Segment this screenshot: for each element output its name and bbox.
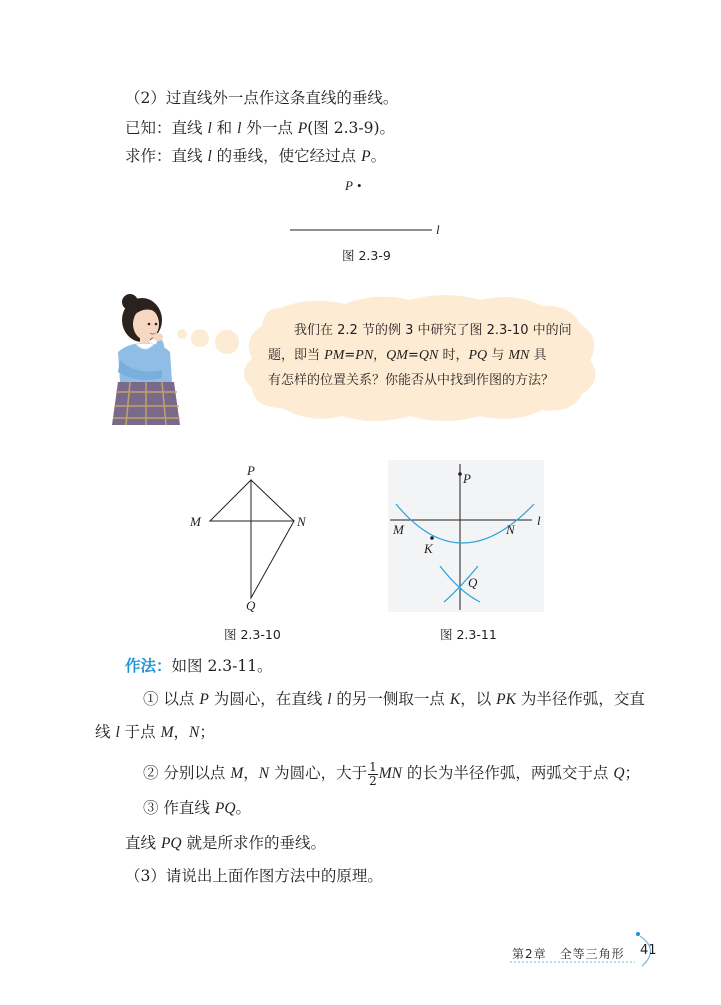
method-intro: 作法：如图 2.3-11。 [125,657,273,675]
method-step1a: ① 以点 P 为圆心，在直线 l 的另一侧取一点 K，以 PK 为半径作弧，交直 [143,690,645,708]
method-step1b: 线 l 于点 M，N； [95,723,215,741]
fig239-label-P: P [345,178,353,193]
fig2310-kite [200,470,310,605]
fig2310-label-P: P [247,463,255,478]
fig2311-point-K [430,536,434,540]
fig2311-point-P [458,472,462,476]
fig2311-label-Q: Q [468,575,478,590]
subquestion-2: （2）过直线外一点作这条直线的垂线。 [125,89,399,107]
fig2311-label-P: P [463,471,471,486]
fig239-point-dot: • [357,178,362,193]
footer-chapter: 第2章 全等三角形 [512,947,625,961]
given-line: 已知：直线 l 和 l 外一点 P(图 2.3-9)。 [125,119,396,137]
construct-line: 求作：直线 l 的垂线，使它经过点 P。 [125,147,387,165]
fig239-label-l: l [436,222,440,237]
fig2310-label-M: M [190,514,201,529]
method-step2: ② 分别以点 M，N 为圆心，大于 $\frac{1}{2}$ MN 的长为半径作弧，两弧交于点 Q； [143,759,641,788]
fig2311-label-N: N [506,522,515,537]
method-conclusion: 直线 PQ 就是所求作的垂线。 [125,834,327,852]
fig2310-label-Q: Q [246,598,256,613]
page-number: 41 [640,943,657,958]
method-step3: ③ 作直线 PQ。 [143,799,252,817]
bubble-line-3: 有怎样的位置关系？你能否从中找到作图的方法？ [268,373,555,388]
fig239-caption: 图 2.3-9 [342,248,391,263]
fig2311-label-M: M [393,522,404,537]
fraction-one-half: $\frac{1}{2}$ [369,759,377,788]
subquestion-3: （3）请说出上面作图方法中的原理。 [125,867,383,885]
fig2311-label-l: l [537,513,541,528]
fig239-line [280,220,450,240]
fig2311-label-K: K [424,541,433,556]
bubble-line-1: 我们在 2.2 节的例 3 中研究了图 2.3-10 中的问 [294,323,572,338]
fig2311-caption: 图 2.3-11 [440,627,497,642]
fig2310-caption: 图 2.3-10 [224,627,281,642]
bubble-line-2: 题，即当 PM=PN，QM=QN 时，PQ 与 MN 具 [268,348,547,363]
fig2310-label-N: N [297,514,306,529]
bubble-text [268,318,588,393]
